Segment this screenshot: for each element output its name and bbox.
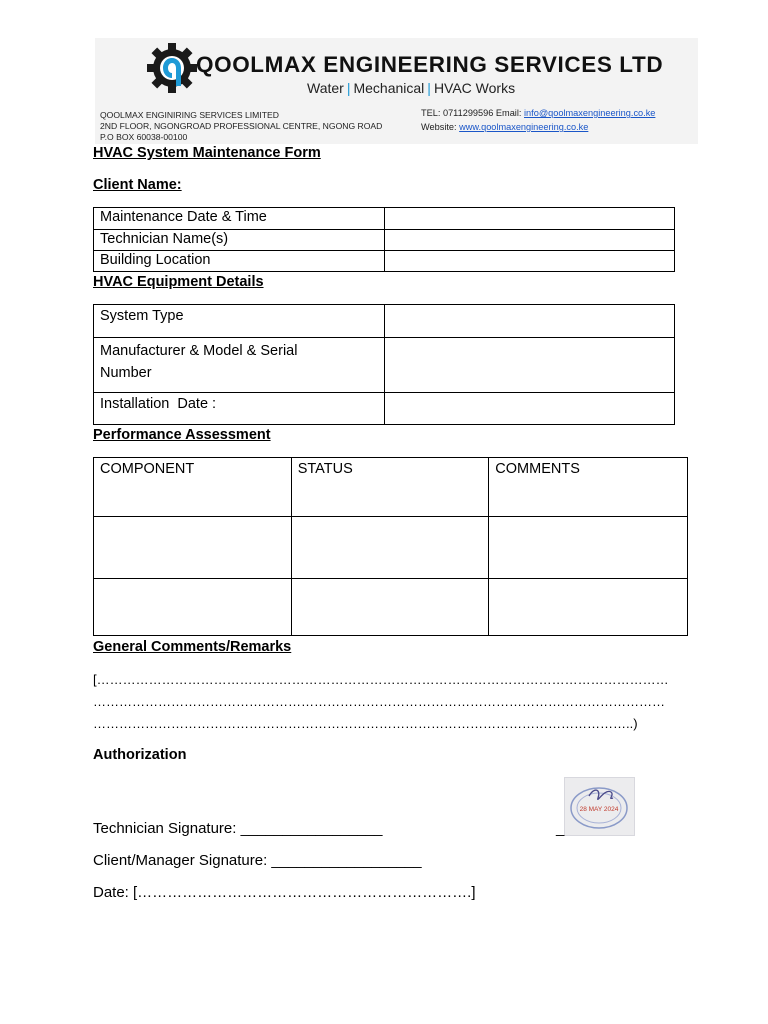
table-row	[94, 251, 675, 272]
column-header-component: COMPONENT	[94, 458, 292, 517]
address-line-3: P.O BOX 60038-00100	[100, 132, 188, 142]
comments-line-1[interactable]: [……………………………………………………………………………………………………………………	[93, 672, 669, 687]
technician-name-field[interactable]	[384, 230, 674, 251]
tel-email-label: TEL: 0711299596 Email:	[421, 108, 524, 118]
stamp-date: 28 MAY 2024	[579, 806, 619, 813]
system-type-label: System Type	[94, 305, 385, 338]
building-location-field[interactable]	[384, 251, 674, 272]
manufacturer-model-field[interactable]	[384, 338, 674, 393]
table-row	[94, 305, 675, 338]
table-header-row	[94, 458, 688, 517]
tagline-hvac: HVAC Works	[433, 80, 516, 96]
client-signature-line[interactable]: Client/Manager Signature: __________________	[93, 852, 422, 869]
tagline-mechanical: Mechanical	[353, 80, 425, 96]
contact-website	[421, 122, 588, 132]
maintenance-date-field[interactable]	[384, 208, 674, 230]
column-header-comments: COMMENTS	[489, 458, 688, 517]
comments-line-3[interactable]: ……………………………………………………………………………………………………………..)	[93, 716, 638, 731]
website-link[interactable]: www.qoolmaxengineering.co.ke	[459, 122, 589, 132]
component-cell[interactable]	[94, 579, 292, 636]
table-row	[94, 230, 675, 251]
gear-logo-icon	[146, 42, 198, 94]
comments-cell[interactable]	[489, 517, 688, 579]
comments-cell[interactable]	[489, 579, 688, 636]
table-row	[94, 338, 675, 393]
column-header-status: STATUS	[291, 458, 489, 517]
technician-signature-line[interactable]: Technician Signature: _________________	[93, 820, 383, 837]
address-line-2: 2ND FLOOR, NGONGROAD PROFESSIONAL CENTRE, NGONG ROAD	[100, 121, 383, 131]
authorization-heading: Authorization	[93, 747, 187, 763]
table-row	[94, 579, 688, 636]
installation-date-field[interactable]	[384, 393, 674, 425]
table-row	[94, 517, 688, 579]
manufacturer-model-label: Manufacturer & Model & Serial Number	[94, 338, 385, 393]
form-title: HVAC System Maintenance Form	[93, 145, 321, 161]
general-info-table	[93, 207, 675, 272]
equipment-details-table	[93, 304, 675, 425]
tagline-water: Water	[307, 80, 344, 96]
address-line-1: QOOLMAX ENGINIRING SERVICES LIMITED	[100, 110, 279, 120]
status-cell[interactable]	[291, 517, 489, 579]
client-name-label: Client Name:	[93, 177, 182, 193]
system-type-field[interactable]	[384, 305, 674, 338]
status-cell[interactable]	[291, 579, 489, 636]
performance-assessment-table	[93, 457, 688, 636]
building-location-label: Building Location	[94, 251, 385, 272]
contact-tel-email	[421, 108, 655, 118]
email-link[interactable]: info@qoolmaxengineering.co.ke	[524, 108, 656, 118]
company-name: QOOLMAX ENGINEERING SERVICES LTD	[196, 52, 664, 77]
comments-line-2[interactable]: ……………………………………………………………………………………………………………………	[93, 694, 665, 709]
stamp-underscore: _	[556, 820, 565, 837]
company-tagline: Water | Mechanical | HVAC Works	[307, 80, 516, 96]
table-row	[94, 393, 675, 425]
equipment-heading: HVAC Equipment Details	[93, 274, 264, 290]
component-cell[interactable]	[94, 517, 292, 579]
table-row	[94, 208, 675, 230]
company-stamp	[564, 777, 635, 836]
website-label: Website:	[421, 122, 460, 132]
performance-heading: Performance Assessment	[93, 427, 271, 443]
installation-date-label: Installation Date :	[94, 393, 385, 425]
technician-name-label: Technician Name(s)	[94, 230, 385, 251]
maintenance-date-label: Maintenance Date & Time	[94, 208, 385, 230]
date-line[interactable]: Date: [………………………………………………………….]	[93, 884, 476, 901]
stamp-signature-icon	[565, 778, 634, 835]
comments-heading: General Comments/Remarks	[93, 639, 292, 655]
